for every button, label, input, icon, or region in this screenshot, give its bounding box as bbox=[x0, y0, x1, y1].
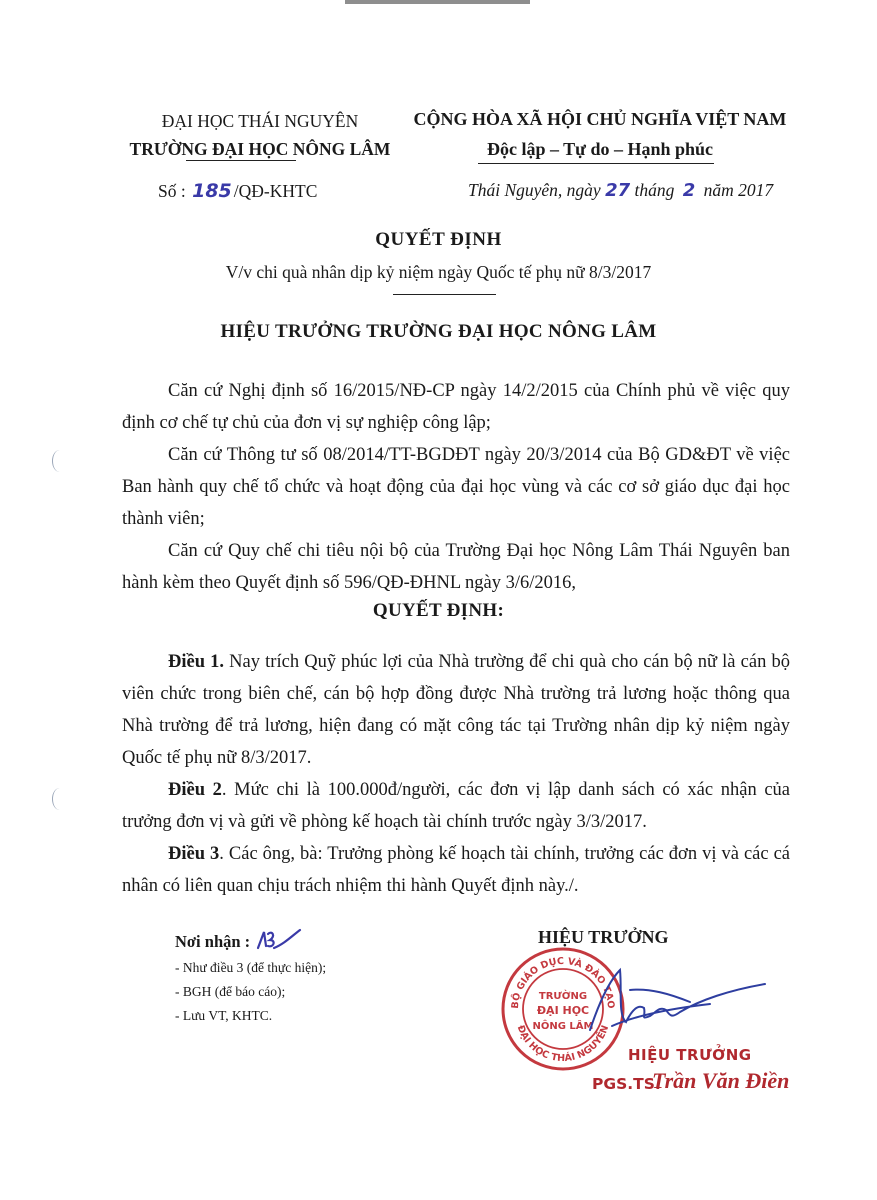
articles bbox=[122, 646, 790, 902]
org-underline bbox=[186, 160, 296, 161]
article-label: Điều 3 bbox=[168, 844, 220, 864]
issuing-organization bbox=[100, 107, 420, 163]
authority-heading: HIỆU TRƯỞNG TRƯỜNG ĐẠI HỌC NÔNG LÂM bbox=[220, 321, 657, 342]
preamble bbox=[122, 375, 790, 599]
handwritten-month: 2 bbox=[682, 180, 696, 201]
svg-text:ĐẠI HỌC: ĐẠI HỌC bbox=[536, 1004, 590, 1017]
punch-hole-mark bbox=[52, 450, 67, 472]
article-label: Điều 1. bbox=[168, 652, 225, 672]
org-line-1: ĐẠI HỌC THÁI NGUYÊN bbox=[161, 111, 359, 131]
subtitle-underline bbox=[393, 294, 496, 295]
stamp-title: HIỆU TRƯỞNG bbox=[628, 1046, 752, 1064]
motto-underline bbox=[478, 163, 714, 164]
nation-line-2: Độc lập – Tự do – Hạnh phúc bbox=[486, 139, 714, 159]
handwritten-signature bbox=[560, 960, 780, 1050]
article-label: Điều 2 bbox=[168, 780, 222, 800]
handwritten-number: 185 bbox=[192, 180, 232, 202]
article-2 bbox=[122, 774, 790, 838]
handwritten-day: 27 bbox=[605, 180, 631, 201]
recipient-item: - Như điều 3 (để thực hiện); bbox=[175, 960, 327, 975]
punch-hole-mark bbox=[52, 788, 67, 810]
handwritten-count-mark bbox=[254, 926, 304, 954]
signatory-title: HIỆU TRƯỞNG bbox=[538, 927, 669, 947]
signatory-degree: PGS.TS. bbox=[592, 1075, 661, 1093]
recipient-item: - BGH (để báo cáo); bbox=[175, 984, 286, 999]
org-line-2: TRƯỜNG ĐẠI HỌC NÔNG LÂM bbox=[129, 139, 391, 159]
nation-line-1: CỘNG HÒA XÃ HỘI CHỦ NGHĨA VIỆT NAM bbox=[413, 109, 787, 129]
date-text-2: tháng bbox=[634, 180, 675, 200]
date-text-3: năm 2017 bbox=[703, 180, 774, 200]
preamble-item: Căn cứ Thông tư số 08/2014/TT-BGDĐT ngày 20/3/2014 của Bộ GD&ĐT về việc Ban hành quy chế tổ chức và hoạt động của đại học vùng và các cơ sở giáo dục đại học thành viên; bbox=[122, 445, 790, 529]
signatory-name: Trần Văn Điền bbox=[652, 1068, 790, 1093]
article-text: . Mức chi là 100.000đ/người, các đơn vị lập danh sách có xác nhận của trưởng đơn vị và gửi về phòng kế hoạch tài chính trước ngày 3/3/2017. bbox=[122, 780, 790, 832]
article-text: . Các ông, bà: Trưởng phòng kế hoạch tài chính, trưởng các đơn vị và các cá nhân có liên quan chịu trách nhiệm thi hành Quyết định này./. bbox=[122, 844, 791, 896]
document-subtitle: V/v chi quà nhân dịp kỷ niệm ngày Quốc tế phụ nữ 8/3/2017 bbox=[225, 262, 652, 282]
document-number bbox=[158, 180, 317, 202]
document-title: QUYẾT ĐỊNH bbox=[375, 229, 502, 250]
article-1 bbox=[122, 646, 790, 774]
svg-text:BỘ GIÁO DỤC VÀ ĐÀO TẠO: BỘ GIÁO DỤC VÀ ĐÀO TẠO bbox=[509, 955, 617, 1010]
recipient-item: - Lưu VT, KHTC. bbox=[175, 1008, 273, 1023]
national-motto bbox=[390, 104, 810, 164]
article-text: Nay trích Quỹ phúc lợi của Nhà trường để chi quà cho cán bộ nữ là cán bộ viên chức trong biên chế, cán bộ hợp đồng được Nhà trường trả lương hoặc thông qua Nhà trường để trả lương, hiện đang có mặt công tác tại Trường nhân dịp kỷ niệm ngày Quốc tế phụ nữ 8/3/2017. bbox=[122, 652, 790, 768]
decision-heading: QUYẾT ĐỊNH: bbox=[372, 600, 505, 621]
number-suffix: /QĐ-KHTC bbox=[233, 181, 318, 201]
svg-text:NÔNG LÂM: NÔNG LÂM bbox=[532, 1021, 594, 1032]
number-prefix: Số : bbox=[158, 181, 186, 201]
preamble-item: Căn cứ Nghị định số 16/2015/NĐ-CP ngày 14/2/2015 của Chính phủ về việc quy định cơ chế tự chủ của đơn vị sự nghiệp công lập; bbox=[122, 381, 790, 433]
svg-text:ĐẠI HỌC THÁI NGUYÊN: ĐẠI HỌC THÁI NGUYÊN bbox=[514, 1023, 612, 1065]
scan-edge-mark bbox=[345, 0, 530, 4]
document-date bbox=[468, 180, 773, 201]
recipients-label: Nơi nhận : bbox=[175, 932, 251, 951]
preamble-item: Căn cứ Quy chế chi tiêu nội bộ của Trường Đại học Nông Lâm Thái Nguyên ban hành kèm theo Quyết định số 596/QĐ-ĐHNL ngày 3/6/2016, bbox=[122, 541, 790, 593]
svg-text:TRƯỜNG: TRƯỜNG bbox=[538, 991, 588, 1002]
article-3 bbox=[122, 838, 790, 902]
date-text-1: Thái Nguyên, ngày bbox=[468, 180, 601, 200]
